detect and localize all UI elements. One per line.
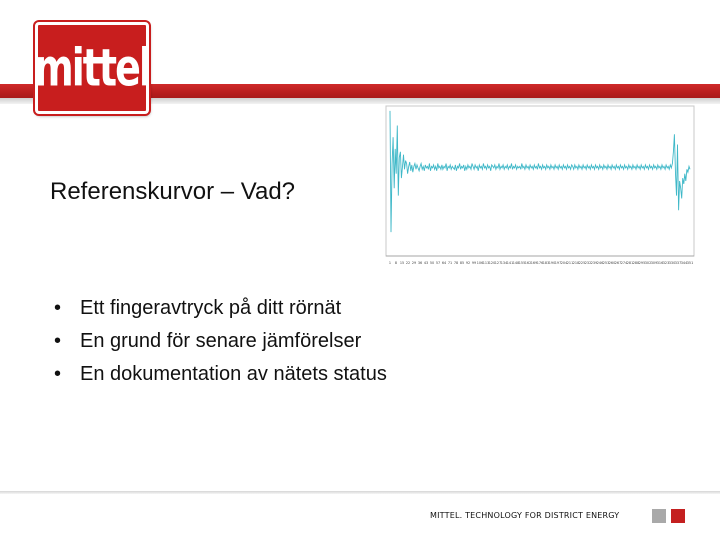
x-tick-label: 330 xyxy=(668,261,676,265)
chart-tick-labels xyxy=(389,261,693,265)
x-tick-label: 134 xyxy=(500,261,508,265)
bullet-dot: • xyxy=(54,330,62,352)
x-tick-label: 274 xyxy=(620,261,628,265)
x-tick-label: 169 xyxy=(530,261,538,265)
x-tick-label: 176 xyxy=(536,261,544,265)
x-tick-label: 183 xyxy=(542,261,550,265)
x-tick-label: 316 xyxy=(656,261,664,265)
x-tick-label: 204 xyxy=(560,261,568,265)
x-tick-label: 197 xyxy=(554,261,562,265)
reference-curve-chart xyxy=(384,104,696,268)
x-tick-label: 57 xyxy=(435,261,441,265)
bullet-text: Ett fingeravtryck på ditt rörnät xyxy=(80,297,342,319)
x-tick-label: 106 xyxy=(476,261,484,265)
bullet-text: En dokumentation av nätets status xyxy=(80,363,387,385)
x-tick-label: 148 xyxy=(512,261,520,265)
x-tick-label: 71 xyxy=(447,261,453,265)
x-tick-label: 36 xyxy=(417,261,423,265)
footer-gray-square xyxy=(652,509,666,523)
bullet-item xyxy=(54,325,387,358)
x-tick-label: 43 xyxy=(423,261,429,265)
x-tick-label: 239 xyxy=(590,261,598,265)
x-tick-label: 22 xyxy=(405,261,411,265)
chart-plot-frame xyxy=(386,106,694,256)
footer-rule xyxy=(0,491,720,494)
bullet-dot: • xyxy=(54,297,62,319)
bullet-item xyxy=(54,358,387,391)
x-tick-label: 1 xyxy=(388,261,392,265)
x-tick-label: 78 xyxy=(453,261,459,265)
x-tick-label: 85 xyxy=(459,261,465,265)
mittel-logo xyxy=(35,22,149,114)
chart-svg xyxy=(384,104,696,268)
x-tick-label: 344 xyxy=(680,261,688,265)
x-tick-label: 232 xyxy=(584,261,592,265)
x-tick-label: 99 xyxy=(471,261,477,265)
x-tick-label: 162 xyxy=(524,261,532,265)
x-tick-label: 295 xyxy=(638,261,646,265)
x-tick-label: 281 xyxy=(626,261,634,265)
x-tick-label: 29 xyxy=(411,261,417,265)
x-tick-label: 337 xyxy=(674,261,682,265)
bullet-list xyxy=(54,292,387,391)
x-tick-label: 211 xyxy=(566,261,574,265)
x-tick-label: 127 xyxy=(494,261,502,265)
x-tick-label: 309 xyxy=(650,261,658,265)
x-tick-label: 113 xyxy=(482,261,490,265)
x-tick-label: 92 xyxy=(465,261,471,265)
x-tick-label: 15 xyxy=(399,261,405,265)
footer-red-square xyxy=(671,509,685,523)
x-tick-label: 246 xyxy=(596,261,604,265)
bullet-text: En grund för senare jämförelser xyxy=(80,330,362,352)
bullet-item xyxy=(54,292,387,325)
slide-title: Referenskurvor – Vad? xyxy=(50,178,296,205)
x-tick-label: 120 xyxy=(488,261,496,265)
logo-text: mittel xyxy=(34,38,150,98)
x-tick-label: 323 xyxy=(662,261,670,265)
x-tick-label: 8 xyxy=(394,261,398,265)
x-tick-label: 190 xyxy=(548,261,556,265)
x-tick-label: 288 xyxy=(632,261,640,265)
x-tick-label: 64 xyxy=(441,261,447,265)
x-tick-label: 155 xyxy=(518,261,526,265)
x-tick-label: 302 xyxy=(644,261,652,265)
x-tick-label: 351 xyxy=(686,261,694,265)
x-tick-label: 253 xyxy=(602,261,610,265)
x-tick-label: 50 xyxy=(429,261,435,265)
x-tick-label: 218 xyxy=(572,261,580,265)
x-tick-label: 141 xyxy=(506,261,514,265)
bullet-dot: • xyxy=(54,363,62,385)
footer-tagline: MITTEL. TECHNOLOGY FOR DISTRICT ENERGY xyxy=(430,511,620,520)
x-tick-label: 225 xyxy=(578,261,586,265)
x-tick-label: 267 xyxy=(614,261,622,265)
x-tick-label: 260 xyxy=(608,261,616,265)
